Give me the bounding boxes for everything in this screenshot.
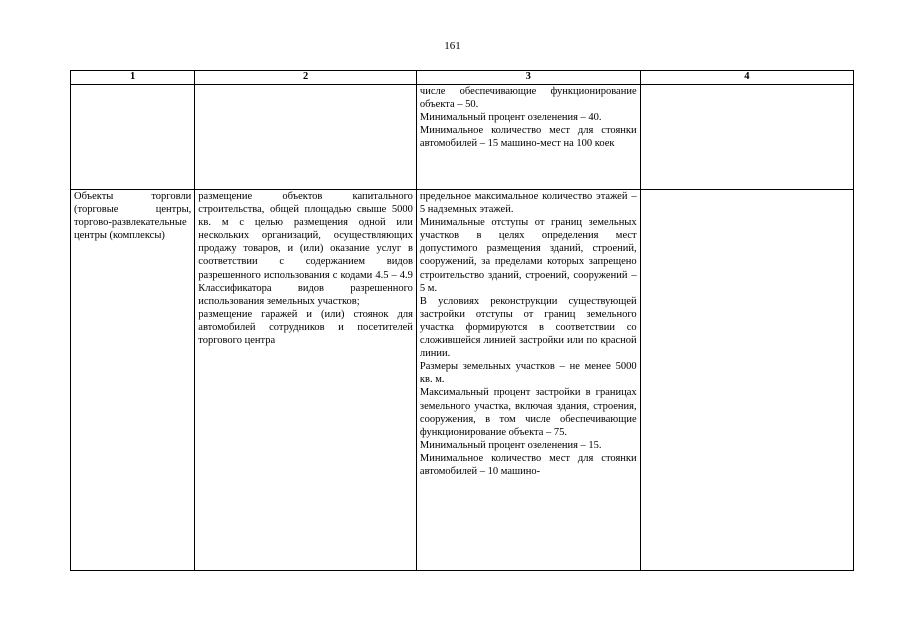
table-cell [71,85,195,190]
cell-paragraph: Минимальный процент озеленения – 40. [419,112,602,124]
cell-paragraph: размещение объектов капитального строительства, общей площадью свыше 5000 кв. м с целью размещения одной или нескольких организаций, осуществляющих продажу товаров, и (или) оказание услуг в соответствии с содержанием видов разрешенного использования с кодами 4.5 – 4.9 Классификатора видов разрешенного использования земельных участков; [198,191,413,307]
table-cell [195,85,417,190]
cell-paragraph: Минимальное количество мест для стоянки автомобилей – 10 машино- [419,452,637,477]
table-header-row [71,71,854,85]
cell-paragraph: Минимальный процент озеленения – 15. [419,439,602,451]
cell-paragraph: предельное максимальное количество этажей – 5 надземных этажей. [419,191,637,216]
table-cell [416,190,640,571]
table-cell [640,85,853,190]
column-header: 1 [71,71,195,85]
column-header: 2 [195,71,417,85]
column-header: 4 [640,71,853,85]
cell-paragraph: Размеры земельных участков – не менее 5000 кв. м. [419,361,637,386]
cell-paragraph: числе обеспечивающие функционирование объекта – 50. [419,86,637,111]
cell-paragraph: размещение гаражей и (или) стоянок для автомобилей сотрудников и посетителей торгового центра [198,308,413,347]
column-header: 3 [416,71,640,85]
table-cell [195,190,417,571]
table-cell [71,190,195,571]
table-row [71,85,854,190]
cell-paragraph: Минимальные отступы от границ земельных участков в целях определения мест допустимого размещения зданий, строений, сооружений, за пределами которых запрещено строительство зданий, строений, сооружений – 5 м. [419,217,637,294]
cell-paragraph: В условиях реконструкции существующей застройки отступы от границ земельного участка формируются в соответствии со сложившейся линией застройки или по красной линии. [419,295,637,360]
page-number: 161 [444,40,461,52]
cell-paragraph: Максимальный процент застройки в границах земельного участка, включая здания, строения, сооружения, в том числе обеспечивающие функционирование объекта – 75. [419,387,637,438]
table-row [71,190,854,571]
cell-paragraph: Минимальное количество мест для стоянки автомобилей – 15 машино-мест на 100 коек [419,125,637,150]
regulations-table [70,70,854,571]
table-cell [416,85,640,190]
cell-paragraph: Объекты торговли (торговые центры, торгово-развлекательные центры (комплексы) [74,191,192,242]
table-cell [640,190,853,571]
